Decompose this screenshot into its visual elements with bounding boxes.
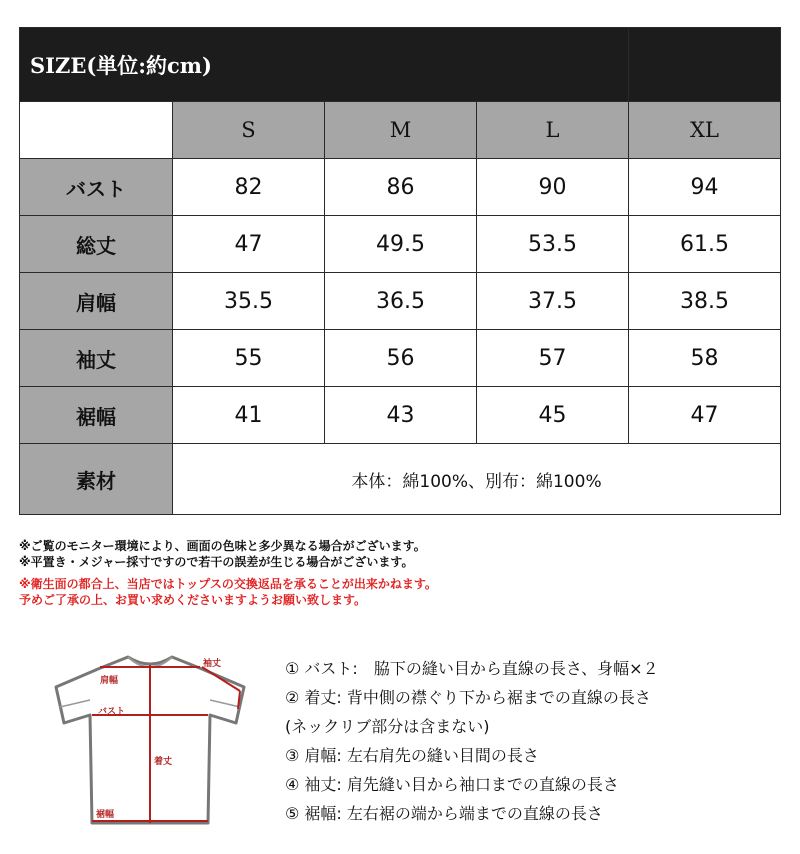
diagram-label-length: 着丈 [154,757,173,767]
table-row-bust [20,159,781,216]
size-header-s: S [173,102,325,159]
size-header-m: M [325,102,477,159]
title-empty-cell [629,28,781,102]
table-cell: 90 [477,159,629,216]
table-cell: 36.5 [325,273,477,330]
row-label: 肩幅 [20,273,173,330]
table-row-material [20,444,781,515]
diagram-label-sleeve: 袖丈 [203,659,222,669]
table-row-sleeve [20,330,781,387]
table-cell: 61.5 [629,216,781,273]
table-row-hem [20,387,781,444]
table-cell: 57 [477,330,629,387]
table-row-length [20,216,781,273]
measurement-legend [285,654,659,828]
row-label: 素材 [20,444,173,515]
table-cell: 55 [173,330,325,387]
size-table [19,27,781,515]
note-acknowledge: 予めご了承の上、お買い求めくださいますようお願い致します。 [19,593,367,607]
note-return-policy: ※衛生面の都合上、当店ではトップスの交換返品を承ることが出来かねます。 [19,577,437,591]
corner-cell [20,102,173,159]
legend-length-note: (ネックリブ部分は含まない) [285,717,490,736]
tshirt-illustration [50,651,250,831]
tshirt-diagram [50,651,250,831]
row-label: 袖丈 [20,330,173,387]
table-cell: 45 [477,387,629,444]
diagram-label-shoulder: 肩幅 [100,676,119,686]
note-measure: ※平置き・メジャー採寸ですので若干の誤差が生じる場合がございます。 [19,555,414,569]
table-row-shoulder [20,273,781,330]
material-value: 本体：綿100%、別布：綿100% [173,444,781,515]
table-cell: 53.5 [477,216,629,273]
table-cell: 47 [629,387,781,444]
table-title: SIZE(単位:約cm) [20,28,629,102]
legend-sleeve: ④ 袖丈: 肩先縫い目から袖口までの直線の長さ [285,775,619,794]
table-cell: 58 [629,330,781,387]
notes [19,538,437,608]
diagram-label-bust: バスト [98,707,126,717]
diagram-label-hem: 裾幅 [96,810,115,820]
table-title-row [20,28,781,102]
table-cell: 43 [325,387,477,444]
legend-hem: ⑤ 裾幅: 左右裾の端から端までの直線の長さ [285,804,603,823]
table-cell: 82 [173,159,325,216]
table-cell: 35.5 [173,273,325,330]
table-cell: 94 [629,159,781,216]
table-cell: 38.5 [629,273,781,330]
table-cell: 47 [173,216,325,273]
size-header-row [20,102,781,159]
row-label: バスト [20,159,173,216]
table-cell: 37.5 [477,273,629,330]
legend-shoulder: ③ 肩幅: 左右肩先の縫い目間の長さ [285,746,539,765]
legend-bust: ① バスト: 脇下の縫い目から直線の長さ、身幅×２ [285,659,659,678]
legend-length: ② 着丈: 背中側の襟ぐり下から裾までの直線の長さ [285,688,651,707]
table-cell: 41 [173,387,325,444]
note-monitor: ※ご覧のモニター環境により、画面の色味と多少異なる場合がございます。 [19,539,426,553]
row-label: 裾幅 [20,387,173,444]
row-label: 総丈 [20,216,173,273]
table-cell: 56 [325,330,477,387]
size-header-xl: XL [629,102,781,159]
size-header-l: L [477,102,629,159]
table-cell: 86 [325,159,477,216]
table-cell: 49.5 [325,216,477,273]
